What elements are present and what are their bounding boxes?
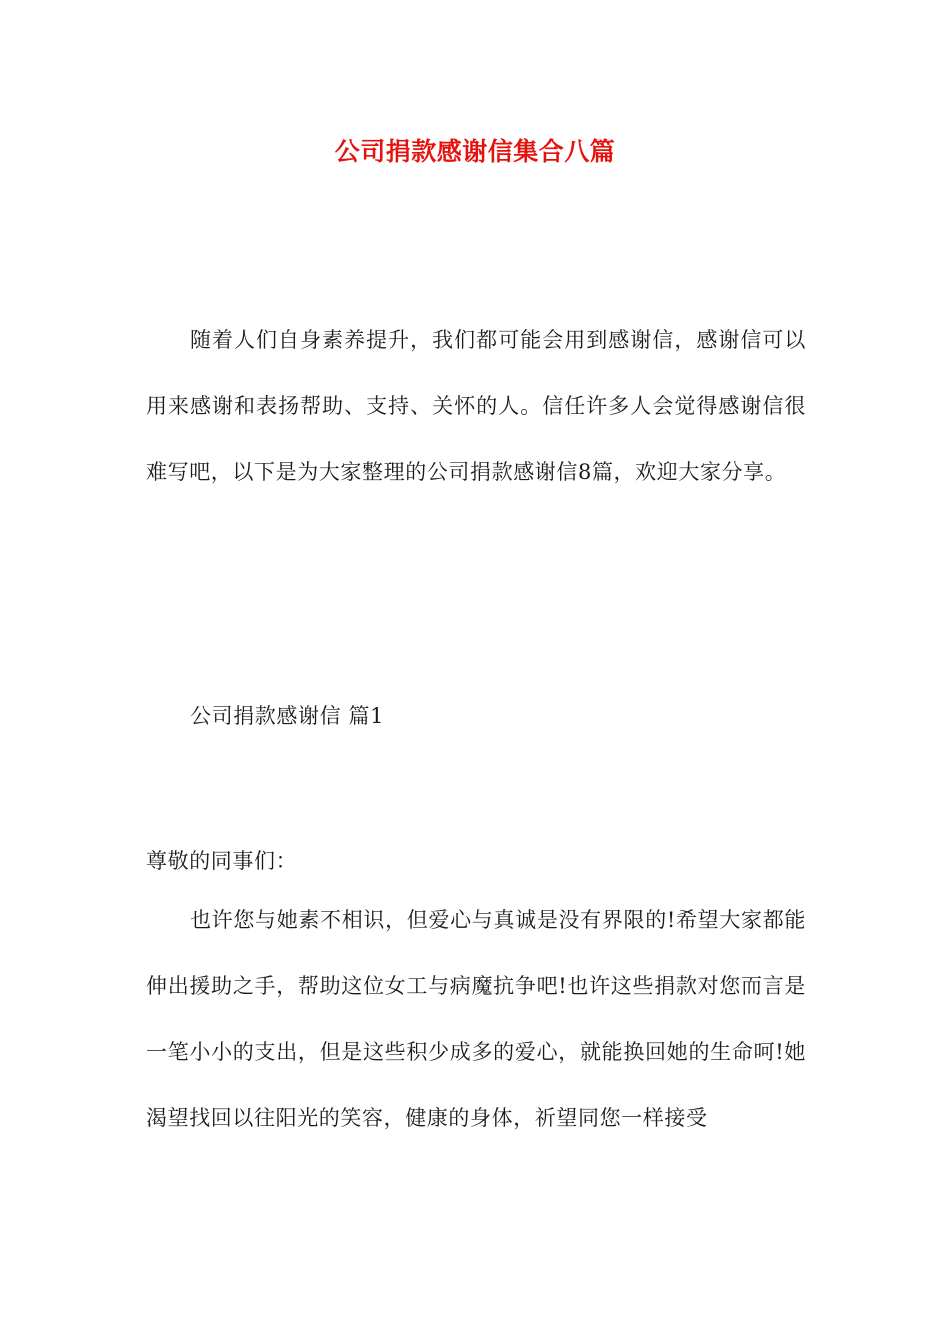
body-paragraph: 也许您与她素不相识，但爱心与真诚是没有界限的!希望大家都能伸出援助之手，帮助这位女工与病魔抗争吧!也许这些捐款对您而言是一笔小小的支出，但是这些积少成多的爱心，就能换回她的生命呵!她渴望找回以往阳光的笑容，健康的身体，祈望同您一样接受 (146, 908, 806, 1130)
intro-paragraph: 随着人们自身素养提升，我们都可能会用到感谢信，感谢信可以用来感谢和表扬帮助、支持、关怀的人。信任许多人会觉得感谢信很难写吧，以下是为大家整理的公司捐款感谢信8篇，欢迎大家分享。 (146, 328, 806, 484)
salutation: 尊敬的同事们： (146, 849, 298, 873)
document-title: 公司捐款感谢信集合八篇 (334, 137, 616, 166)
section-heading: 公司捐款感谢信 篇1 (190, 704, 385, 728)
